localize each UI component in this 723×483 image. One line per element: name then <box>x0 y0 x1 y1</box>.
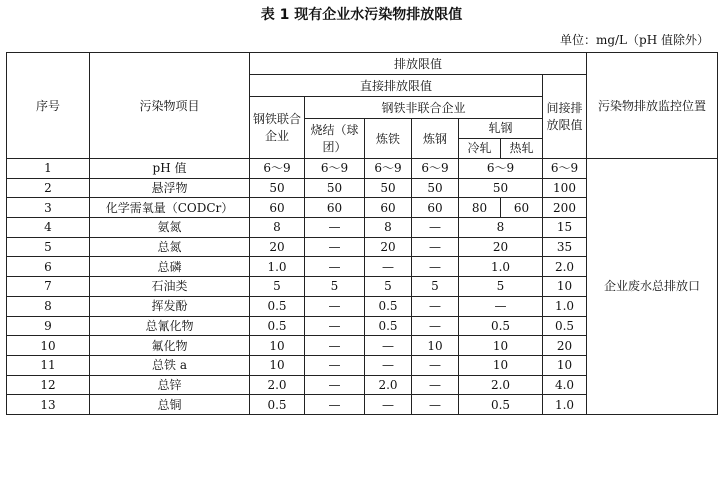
cell-integrated: 50 <box>250 178 305 198</box>
cell-indirect: 6～9 <box>543 159 587 179</box>
cell-integrated: 0.5 <box>250 316 305 336</box>
cell-indirect: 0.5 <box>543 316 587 336</box>
cell-steelmaking: — <box>412 237 459 257</box>
cell-ironmaking: 6～9 <box>365 159 412 179</box>
cell-seq: 10 <box>7 336 90 356</box>
cell-item: 总锌 <box>90 375 250 395</box>
cell-steelmaking: 50 <box>412 178 459 198</box>
cell-indirect: 10 <box>543 355 587 375</box>
header-item: 污染物项目 <box>90 53 250 159</box>
cell-integrated: 5 <box>250 277 305 297</box>
cell-seq: 3 <box>7 198 90 218</box>
cell-steelmaking: — <box>412 316 459 336</box>
cell-item: 氨氮 <box>90 218 250 238</box>
cell-steelmaking: — <box>412 395 459 415</box>
cell-steelmaking: — <box>412 355 459 375</box>
cell-indirect: 200 <box>543 198 587 218</box>
cell-rolling: 10 <box>459 355 543 375</box>
cell-seq: 12 <box>7 375 90 395</box>
cell-rolling: 0.5 <box>459 316 543 336</box>
cell-sinter: — <box>305 296 365 316</box>
cell-ironmaking: 20 <box>365 237 412 257</box>
cell-item: 悬浮物 <box>90 178 250 198</box>
emission-limits-table <box>6 52 718 415</box>
cell-ironmaking: 0.5 <box>365 316 412 336</box>
cell-indirect: 35 <box>543 237 587 257</box>
cell-seq: 9 <box>7 316 90 336</box>
cell-indirect: 1.0 <box>543 296 587 316</box>
cell-sinter: — <box>305 257 365 277</box>
cell-indirect: 20 <box>543 336 587 356</box>
cell-cold: 80 <box>459 198 501 218</box>
cell-item: 化学需氧量（CODCr） <box>90 198 250 218</box>
cell-seq: 13 <box>7 395 90 415</box>
cell-seq: 5 <box>7 237 90 257</box>
header-rolling-label: 轧钢 <box>459 119 542 139</box>
header-rolling <box>459 119 543 159</box>
cell-rolling: 5 <box>459 277 543 297</box>
header-nonintegrated: 钢铁非联合企业 <box>305 97 543 119</box>
cell-ironmaking: 0.5 <box>365 296 412 316</box>
cell-sinter: 50 <box>305 178 365 198</box>
cell-integrated: 8 <box>250 218 305 238</box>
cell-rolling: 10 <box>459 336 543 356</box>
cell-sinter: 60 <box>305 198 365 218</box>
header-limit: 排放限值 <box>250 53 587 75</box>
cell-rolling: — <box>459 296 543 316</box>
cell-seq: 2 <box>7 178 90 198</box>
cell-ironmaking: — <box>365 257 412 277</box>
cell-integrated: 6～9 <box>250 159 305 179</box>
cell-integrated: 20 <box>250 237 305 257</box>
header-ironmaking: 炼铁 <box>365 119 412 159</box>
cell-integrated: 10 <box>250 355 305 375</box>
cell-item: 总铜 <box>90 395 250 415</box>
cell-seq: 7 <box>7 277 90 297</box>
cell-indirect: 1.0 <box>543 395 587 415</box>
header-hot: 热轧 <box>509 141 534 155</box>
cell-seq: 11 <box>7 355 90 375</box>
cell-sinter: — <box>305 375 365 395</box>
cell-indirect: 4.0 <box>543 375 587 395</box>
cell-sinter: — <box>305 336 365 356</box>
cell-item: 石油类 <box>90 277 250 297</box>
table-title: 表 1 现有企业水污染物排放限值 <box>260 7 463 23</box>
cell-steelmaking: 5 <box>412 277 459 297</box>
unit-note: 单位：mg/L（pH 值除外） <box>559 33 709 47</box>
cell-sinter: 5 <box>305 277 365 297</box>
cell-item: pH 值 <box>90 159 250 179</box>
cell-integrated: 2.0 <box>250 375 305 395</box>
cell-steelmaking: 60 <box>412 198 459 218</box>
header-seq: 序号 <box>7 53 90 159</box>
cell-ironmaking: — <box>365 355 412 375</box>
cell-integrated: 1.0 <box>250 257 305 277</box>
header-sinter: 烧结（球团） <box>305 119 365 159</box>
cell-item: 总铁 a <box>90 355 250 375</box>
header-direct: 直接排放限值 <box>250 75 543 97</box>
cell-steelmaking: — <box>412 375 459 395</box>
cell-ironmaking: — <box>365 336 412 356</box>
cell-integrated: 0.5 <box>250 296 305 316</box>
header-steelmaking: 炼钢 <box>412 119 459 159</box>
cell-seq: 8 <box>7 296 90 316</box>
cell-seq: 4 <box>7 218 90 238</box>
cell-rolling: 8 <box>459 218 543 238</box>
cell-rolling: 6～9 <box>459 159 543 179</box>
cell-rolling: 50 <box>459 178 543 198</box>
cell-item: 总氮 <box>90 237 250 257</box>
cell-sinter: — <box>305 237 365 257</box>
cell-indirect: 100 <box>543 178 587 198</box>
cell-indirect: 2.0 <box>543 257 587 277</box>
cell-sinter: — <box>305 355 365 375</box>
cell-integrated: 0.5 <box>250 395 305 415</box>
cell-ironmaking: — <box>365 395 412 415</box>
cell-item: 总磷 <box>90 257 250 277</box>
cell-hot: 60 <box>501 198 543 218</box>
cell-ironmaking: 5 <box>365 277 412 297</box>
header-integrated: 钢铁联合企业 <box>250 97 305 159</box>
cell-item: 氟化物 <box>90 336 250 356</box>
cell-monitor-location: 企业废水总排放口 <box>587 159 718 415</box>
cell-ironmaking: 50 <box>365 178 412 198</box>
cell-sinter: — <box>305 218 365 238</box>
header-cold: 冷轧 <box>459 139 501 158</box>
cell-steelmaking: 6～9 <box>412 159 459 179</box>
cell-integrated: 60 <box>250 198 305 218</box>
cell-sinter: 6～9 <box>305 159 365 179</box>
cell-steelmaking: — <box>412 257 459 277</box>
cell-rolling: 2.0 <box>459 375 543 395</box>
header-indirect: 间接排放限值 <box>543 75 587 159</box>
cell-indirect: 10 <box>543 277 587 297</box>
cell-sinter: — <box>305 316 365 336</box>
cell-integrated: 10 <box>250 336 305 356</box>
header-monitor: 污染物排放监控位置 <box>587 53 718 159</box>
cell-seq: 1 <box>7 159 90 179</box>
cell-sinter: — <box>305 395 365 415</box>
cell-ironmaking: 8 <box>365 218 412 238</box>
cell-rolling: 20 <box>459 237 543 257</box>
cell-steelmaking: 10 <box>412 336 459 356</box>
cell-item: 总氰化物 <box>90 316 250 336</box>
table-row <box>7 159 718 179</box>
cell-rolling: 0.5 <box>459 395 543 415</box>
cell-ironmaking: 2.0 <box>365 375 412 395</box>
cell-indirect: 15 <box>543 218 587 238</box>
cell-steelmaking: — <box>412 296 459 316</box>
cell-seq: 6 <box>7 257 90 277</box>
cell-item: 挥发酚 <box>90 296 250 316</box>
cell-steelmaking: — <box>412 218 459 238</box>
cell-rolling: 1.0 <box>459 257 543 277</box>
cell-ironmaking: 60 <box>365 198 412 218</box>
